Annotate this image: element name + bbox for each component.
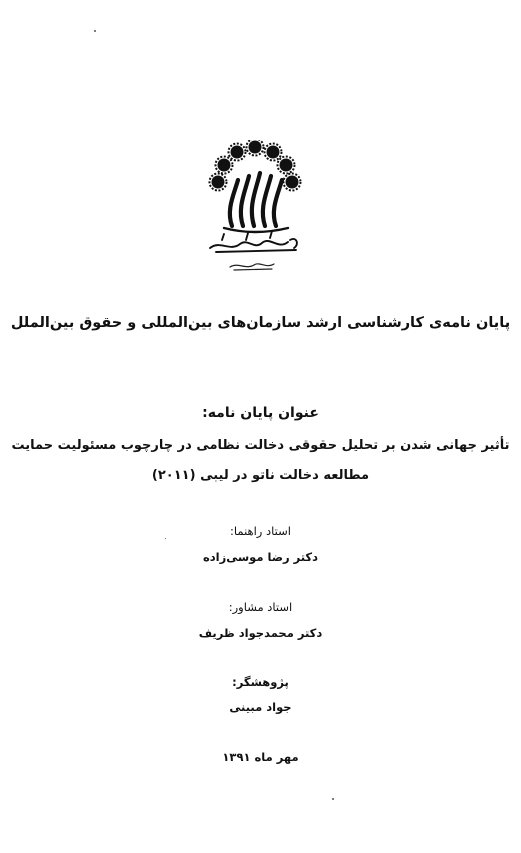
advisor-label: استاد راهنما: (230, 524, 291, 538)
date-line: مهر ماه ۱۳۹۱ (222, 750, 299, 764)
researcher-label: پژوهشگر: (232, 675, 289, 689)
thesis-title-line-2: مطالعه دخالت ناتو در لیبی (۲۰۱۱) (151, 468, 370, 483)
thesis-title-label: عنوان پایان نامه: (202, 405, 319, 421)
university-emblem-icon (200, 140, 312, 275)
thesis-title-line-1: تأثیر جهانی شدن بر تحلیل حقوقی دخالت نظامی در چارچوب مسئولیت حمایت (11, 438, 510, 453)
researcher-name: جواد مبینی (229, 700, 292, 714)
consultant-name: دکتر محمدجواد ظریف (198, 626, 323, 640)
advisor-name: دکتر رضا موسی‌زاده (202, 550, 319, 564)
scan-speck (94, 30, 96, 32)
consultant-label: استاد مشاور: (228, 600, 293, 614)
scan-speck (332, 798, 334, 800)
degree-line: پایان نامه‌ی کارشناسی ارشد سازمان‌های بین‌المللی و حقوق بین‌الملل (10, 315, 511, 331)
scan-speck (165, 538, 166, 539)
